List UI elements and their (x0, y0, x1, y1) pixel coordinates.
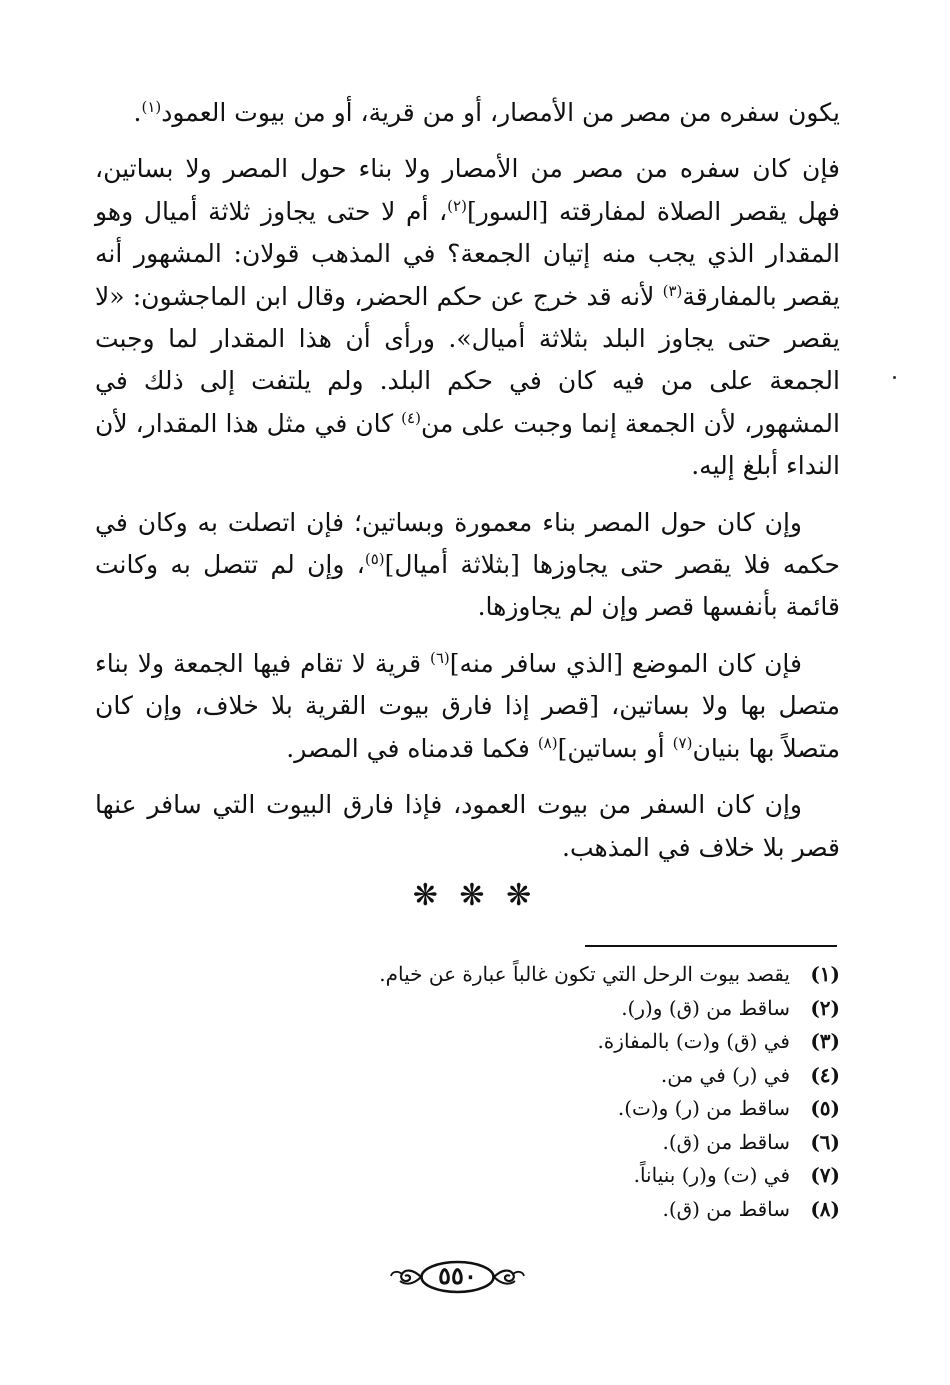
text-run: فكما قدمناه في المصر. (286, 733, 538, 763)
text-run: ، وإن لم تتصل به وكانت قائمة بأنفسها قصر وإن لم يجاوزها. (95, 550, 840, 622)
footnote-text: ساقط من (ر) و(ت). (617, 1096, 790, 1120)
footnote-number: (٣) (810, 1029, 840, 1053)
footnote-number: (٥) (810, 1096, 840, 1120)
footnotes-list (95, 958, 840, 1226)
footnote-number: (٦) (810, 1129, 840, 1154)
page-number-ornament (385, 1252, 530, 1302)
footnote-number: (٢) (810, 995, 840, 1020)
footnote-marker: (٨) (537, 733, 558, 752)
text-run: قرية لا تقام فيها الجمعة ولا بناء متصل بها ولا بساتين، [قصر إذا فارق بيوت القرية بلا خلاف، وإن كان متصلاً بها بنيان (95, 648, 840, 763)
text-run: ، أم لا حتى يجاوز ثلاثة أميال وهو المقدار الذي يجب منه إتيان الجمعة؟ في المذهب قولان: المشهور أنه يقصر بالمفارقة (95, 196, 840, 311)
footnote-text: في (ر) في من. (660, 1062, 790, 1087)
footnote-number: (٨) (810, 1196, 840, 1221)
text-run: أو بساتين] (557, 733, 673, 763)
footnote-text: في (ت) و(ر) بنياناً. (633, 1163, 790, 1187)
text-run: يكون سفره من مصر من الأمصار، أو من قرية، أو من بيوت العمود (161, 98, 840, 127)
text-run: لأنه قد خرج عن حكم الحضر، وقال ابن الماجشون: «لا يقصر حتى يجاوز البلد بثلاثة أميال». ورأى أن هذا المقدار لما وجبت الجمعة على من فيه كان في حكم البلد. ولم يلتفت إلى ذلك في المشهور، لأن الجمعة إنما وجبت على من (95, 281, 840, 438)
footnote-text: ساقط من (ق) و(ر). (621, 995, 790, 1020)
section-separator: ❋ ❋ ❋ (412, 878, 538, 913)
footnote-marker: (٤) (401, 408, 421, 427)
footnote-item (95, 1193, 840, 1227)
paragraph (95, 502, 840, 629)
footnote-item (95, 1025, 840, 1059)
footnote-item (95, 1059, 840, 1093)
text-run: فإن كان سفره من مصر من الأمصار ولا بناء حول المصر ولا بساتين، فهل يقصر الصلاة لمفارقته [السور] (95, 154, 840, 226)
footnote-number: (٤) (810, 1062, 840, 1087)
footnote-item (95, 1159, 840, 1193)
footnote-marker: (٥) (364, 550, 385, 569)
paragraph (95, 148, 840, 487)
page-number: ٥٥٠ (438, 1261, 477, 1290)
footnote-rule (585, 945, 837, 947)
main-text (95, 92, 840, 869)
paragraph (95, 784, 840, 869)
footnote-marker: (٢) (447, 196, 467, 215)
scan-speck (893, 376, 896, 379)
footnote-marker: (٧) (672, 733, 693, 752)
footnote-text: يقصد بيوت الرحل التي تكون غالباً عبارة عن خيام. (379, 962, 790, 986)
footnote-text: ساقط من (ق). (662, 1129, 790, 1154)
footnote-number: (١) (810, 962, 840, 986)
footnote-number: (٧) (810, 1163, 840, 1187)
footnote-item (95, 1126, 840, 1160)
footnote-item (95, 1092, 840, 1126)
text-run: وإن كان السفر من بيوت العمود، فإذا فارق البيوت التي سافر عنها قصر بلا خلاف في المذهب. (95, 790, 840, 862)
text-run: وإن كان حول المصر بناء معمورة وبساتين؛ فإن اتصلت به وكان في حكمه فلا يقصر حتى يجاوزها [بثلاثة أميال] (95, 507, 841, 580)
footnote-text: في (ق) و(ت) بالمفازة. (597, 1029, 790, 1053)
footnote-text: ساقط من (ق). (662, 1196, 790, 1221)
text-run: . (133, 98, 142, 127)
footnote-marker: (٣) (662, 281, 683, 300)
paragraph (95, 643, 840, 770)
footnote-item (95, 958, 840, 992)
footnote-marker: (١) (141, 98, 162, 116)
paragraph (95, 92, 840, 134)
footnote-marker: (٦) (429, 648, 450, 667)
text-run: كان في مثل هذا المقدار، لأن النداء أبلغ إليه. (95, 408, 840, 481)
text-run: فإن كان الموضع [الذي سافر منه] (449, 648, 802, 678)
footnote-item (95, 992, 840, 1026)
